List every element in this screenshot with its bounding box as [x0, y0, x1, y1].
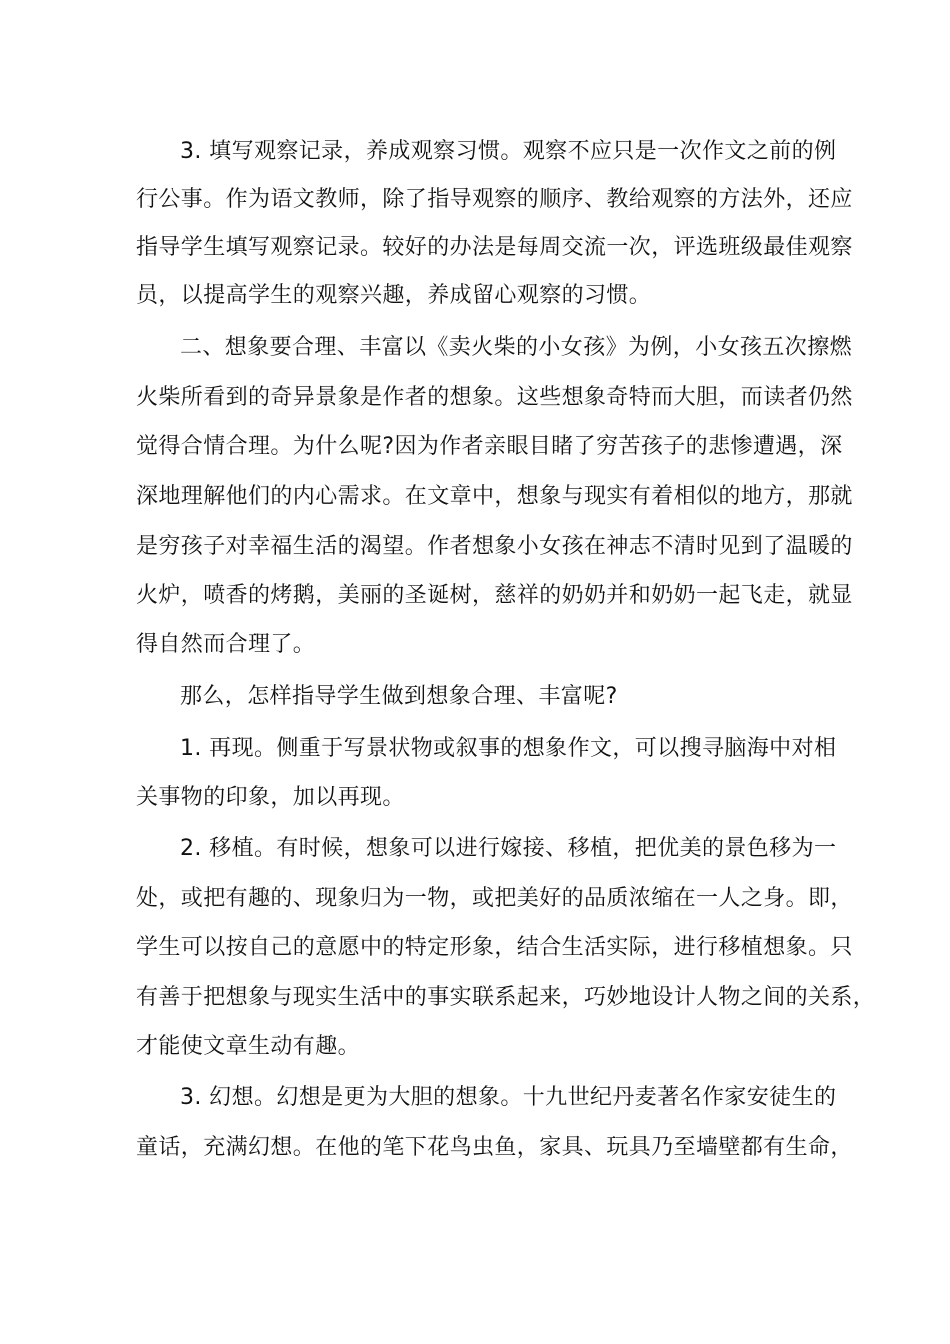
text-line: 得自然而合理了。	[136, 632, 316, 657]
text-line: 关事物的印象，加以再现。	[136, 785, 405, 810]
text-line: 3. 填写观察记录，养成观察习惯。观察不应只是一次作文之前的例	[180, 139, 837, 164]
text-line: 火炉，喷香的烤鹅，美丽的圣诞树，慈祥的奶奶并和奶奶一起飞走，就显	[136, 583, 853, 608]
text-line: 1. 再现。侧重于写景状物或叙事的想象作文，可以搜寻脑海中对相	[180, 736, 837, 761]
text-line: 员，以提高学生的观察兴趣，养成留心观察的习惯。	[136, 283, 652, 308]
text-line: 二、想象要合理、丰富以《卖火柴的小女孩》为例，小女孩五次擦燃	[180, 335, 853, 360]
text-line: 学生可以按自己的意愿中的特定形象，结合生活实际，进行移植想象。只	[136, 935, 853, 960]
text-line: 觉得合情合理。为什么呢?因为作者亲眼目睹了穷苦孩子的悲惨遭遇，深	[136, 434, 843, 459]
text-line: 3. 幻想。幻想是更为大胆的想象。十九世纪丹麦著名作家安徒生的	[180, 1085, 837, 1110]
text-line: 童话，充满幻想。在他的笔下花鸟虫鱼，家具、玩具乃至墙壁都有生命，	[136, 1135, 853, 1160]
text-line: 才能使文章生动有趣。	[136, 1034, 361, 1059]
text-line: 火柴所看到的奇异景象是作者的想象。这些想象奇特而大胆，而读者仍然	[136, 385, 853, 410]
text-line: 处，或把有趣的、现象归为一物，或把美好的品质浓缩在一人之身。即，	[136, 886, 853, 911]
text-line: 深地理解他们的内心需求。在文章中，想象与现实有着相似的地方，那就	[136, 484, 853, 509]
text-line: 有善于把想象与现实生活中的事实联系起来，巧妙地设计人物之间的关系，	[136, 985, 876, 1010]
text-line: 2. 移植。有时候，想象可以进行嫁接、移植，把优美的景色移为一	[180, 836, 837, 861]
text-line: 那么，怎样指导学生做到想象合理、丰富呢?	[180, 684, 618, 709]
text-line: 指导学生填写观察记录。较好的办法是每周交流一次，评选班级最佳观察	[136, 235, 853, 260]
text-line: 行公事。作为语文教师，除了指导观察的顺序、教给观察的方法外，还应	[136, 187, 853, 212]
text-line: 是穷孩子对幸福生活的渴望。作者想象小女孩在神志不清时见到了温暖的	[136, 534, 853, 559]
